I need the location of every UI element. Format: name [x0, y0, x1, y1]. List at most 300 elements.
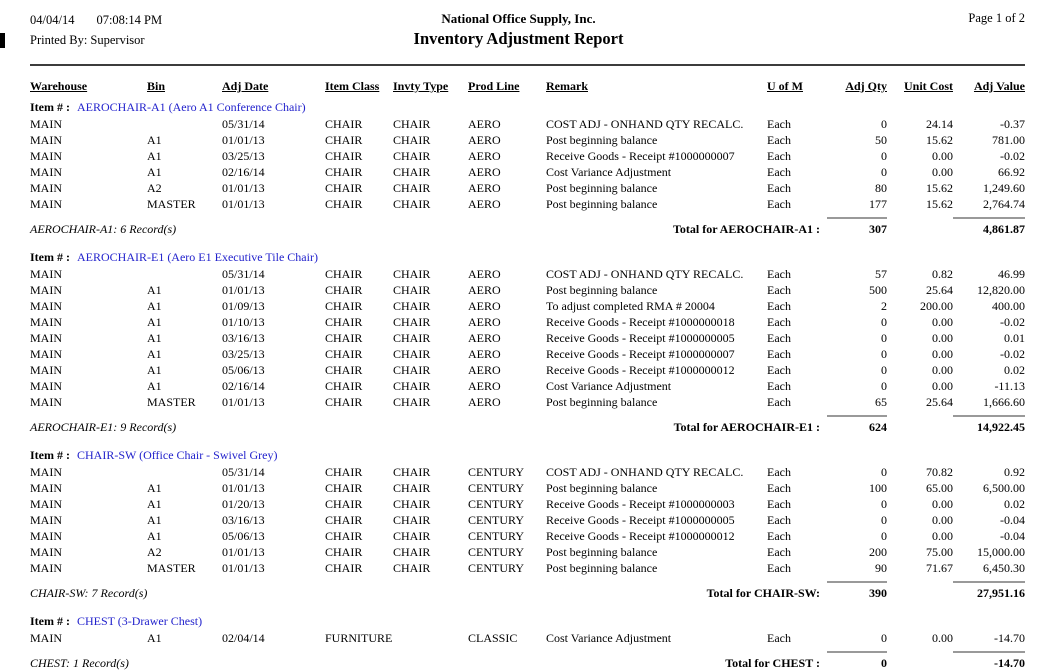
cell-invty-type: CHAIR	[393, 363, 431, 377]
item-group-header	[0, 447, 1037, 464]
cell-unit-cost: 0.00	[932, 631, 953, 645]
item-group	[0, 99, 1037, 237]
cell-item-class: CHAIR	[325, 133, 363, 147]
cell-item-class: CHAIR	[325, 181, 363, 195]
cell-prod-line: CENTURY	[468, 481, 525, 495]
cell-adj-date: 02/04/14	[222, 631, 265, 645]
company-name: National Office Supply, Inc.	[441, 11, 596, 26]
cell-warehouse: MAIN	[30, 513, 62, 527]
cell-adj-qty: 0	[881, 529, 887, 543]
cell-warehouse: MAIN	[30, 347, 62, 361]
cell-adj-value: -0.37	[1000, 117, 1025, 131]
cell-remark: Post beginning balance	[546, 181, 658, 195]
cell-adj-value: 46.99	[998, 267, 1025, 281]
cell-uofm: Each	[767, 529, 791, 543]
cell-remark: COST ADJ - ONHAND QTY RECALC.	[546, 465, 744, 479]
cell-item-class: FURNITURE	[325, 631, 393, 645]
cell-adj-qty: 0	[881, 497, 887, 511]
cell-bin	[147, 116, 222, 132]
total-qty: 624	[827, 415, 887, 435]
table-row	[0, 630, 1037, 646]
cell-remark: Post beginning balance	[546, 545, 658, 559]
cell-warehouse: MAIN	[30, 465, 62, 479]
cell-uofm: Each	[767, 267, 791, 281]
cell-adj-date: 02/16/14	[222, 379, 265, 393]
total-label: Total for CHEST :	[725, 656, 820, 670]
table-row	[0, 282, 1037, 298]
cell-uofm: Each	[767, 197, 791, 211]
cell-warehouse: MAIN	[30, 315, 62, 329]
cell-invty-type: CHAIR	[393, 465, 431, 479]
cell-adj-date: 01/01/13	[222, 561, 265, 575]
cell-warehouse: MAIN	[30, 561, 62, 575]
cell-adj-value: 12,820.00	[977, 283, 1025, 297]
cell-warehouse: MAIN	[30, 481, 62, 495]
cell-item-class: CHAIR	[325, 315, 363, 329]
cell-warehouse: MAIN	[30, 197, 62, 211]
cell-adj-qty: 0	[881, 465, 887, 479]
cell-prod-line: CLASSIC	[468, 631, 518, 645]
table-row	[0, 528, 1037, 544]
cell-bin: A1	[147, 149, 162, 163]
group-total-row	[0, 415, 1037, 435]
cell-adj-value: 0.92	[1004, 465, 1025, 479]
column-header-row	[0, 78, 1037, 94]
cell-warehouse: MAIN	[30, 267, 62, 281]
record-count: CHAIR-SW: 7 Record(s)	[30, 586, 148, 600]
cell-bin: A1	[147, 513, 162, 527]
cell-prod-line: AERO	[468, 347, 501, 361]
cell-bin: A1	[147, 363, 162, 377]
table-row	[0, 330, 1037, 346]
col-header-unit-cost: Unit Cost	[903, 79, 953, 93]
cell-adj-date: 05/06/13	[222, 363, 265, 377]
cell-remark: Receive Goods - Receipt #1000000007	[546, 347, 735, 361]
cell-adj-value: -11.13	[994, 379, 1025, 393]
total-value: -14.70	[953, 651, 1025, 671]
table-row	[0, 196, 1037, 212]
table-row	[0, 512, 1037, 528]
cell-item-class: CHAIR	[325, 379, 363, 393]
cell-invty-type: CHAIR	[393, 283, 431, 297]
total-qty: 0	[827, 651, 887, 671]
cell-uofm: Each	[767, 165, 791, 179]
cell-prod-line: AERO	[468, 299, 501, 313]
cell-remark: COST ADJ - ONHAND QTY RECALC.	[546, 117, 744, 131]
table-row	[0, 298, 1037, 314]
cell-item-class: CHAIR	[325, 465, 363, 479]
cell-warehouse: MAIN	[30, 363, 62, 377]
item-number-label: Item # :	[30, 250, 70, 264]
table-row	[0, 148, 1037, 164]
total-value: 27,951.16	[953, 581, 1025, 601]
cell-prod-line: AERO	[468, 149, 501, 163]
cell-unit-cost: 15.62	[926, 181, 953, 195]
cell-adj-date: 01/20/13	[222, 497, 265, 511]
cell-bin: A1	[147, 379, 162, 393]
cell-adj-qty: 500	[869, 283, 887, 297]
cell-prod-line: CENTURY	[468, 465, 525, 479]
cell-adj-qty: 0	[881, 117, 887, 131]
table-row	[0, 180, 1037, 196]
cell-unit-cost: 75.00	[926, 545, 953, 559]
total-value: 4,861.87	[953, 217, 1025, 237]
col-header-uofm: U of M	[767, 79, 803, 93]
cell-adj-qty: 0	[881, 149, 887, 163]
cell-bin: A2	[147, 181, 162, 195]
cell-remark: Receive Goods - Receipt #1000000003	[546, 497, 735, 511]
cell-remark: Receive Goods - Receipt #1000000005	[546, 331, 735, 345]
col-header-item-class: Item Class	[325, 79, 380, 93]
cell-unit-cost: 25.64	[926, 395, 953, 409]
cell-prod-line: CENTURY	[468, 497, 525, 511]
item-group-header	[0, 249, 1037, 266]
group-total-row	[0, 581, 1037, 601]
col-header-invty-type: Invty Type	[393, 79, 449, 93]
cell-remark: Post beginning balance	[546, 133, 658, 147]
cell-remark: Receive Goods - Receipt #1000000012	[546, 363, 735, 377]
cell-invty-type: CHAIR	[393, 165, 431, 179]
cell-adj-date: 03/16/13	[222, 331, 265, 345]
cell-prod-line: AERO	[468, 267, 501, 281]
cell-invty-type: CHAIR	[393, 133, 431, 147]
cell-unit-cost: 0.00	[932, 363, 953, 377]
cell-unit-cost: 200.00	[920, 299, 953, 313]
table-row	[0, 362, 1037, 378]
cell-adj-date: 01/01/13	[222, 133, 265, 147]
table-row	[0, 480, 1037, 496]
cell-prod-line: AERO	[468, 133, 501, 147]
cell-bin: A1	[147, 133, 162, 147]
cell-bin: MASTER	[147, 197, 196, 211]
cell-invty-type: CHAIR	[393, 379, 431, 393]
cell-item-class: CHAIR	[325, 395, 363, 409]
cell-adj-qty: 90	[875, 561, 887, 575]
cell-uofm: Each	[767, 299, 791, 313]
cell-adj-qty: 0	[881, 631, 887, 645]
cell-unit-cost: 15.62	[926, 133, 953, 147]
cell-adj-date: 05/06/13	[222, 529, 265, 543]
cell-bin: A1	[147, 497, 162, 511]
item-link[interactable]: AEROCHAIR-E1 (Aero E1 Executive Tile Chair)	[76, 250, 318, 264]
cell-unit-cost: 0.00	[932, 513, 953, 527]
header-center	[0, 10, 1037, 50]
cell-item-class: CHAIR	[325, 513, 363, 527]
cell-adj-value: 400.00	[992, 299, 1025, 313]
cell-adj-value: 0.02	[1004, 497, 1025, 511]
col-header-adj-qty: Adj Qty	[845, 79, 887, 93]
cell-prod-line: CENTURY	[468, 545, 525, 559]
cell-bin: A1	[147, 299, 162, 313]
cell-adj-qty: 0	[881, 363, 887, 377]
cell-prod-line: AERO	[468, 315, 501, 329]
cell-adj-value: 66.92	[998, 165, 1025, 179]
cell-adj-value: -0.02	[1000, 347, 1025, 361]
cell-uofm: Each	[767, 545, 791, 559]
cell-uofm: Each	[767, 283, 791, 297]
cell-uofm: Each	[767, 315, 791, 329]
cell-warehouse: MAIN	[30, 497, 62, 511]
cell-unit-cost: 0.00	[932, 331, 953, 345]
cell-warehouse: MAIN	[30, 331, 62, 345]
cell-invty-type: CHAIR	[393, 267, 431, 281]
total-value: 14,922.45	[953, 415, 1025, 435]
cell-adj-date: 01/01/13	[222, 481, 265, 495]
cell-adj-date: 05/31/14	[222, 267, 265, 281]
cell-unit-cost: 0.00	[932, 315, 953, 329]
cell-adj-qty: 100	[869, 481, 887, 495]
cell-adj-value: 781.00	[992, 133, 1025, 147]
item-group	[0, 249, 1037, 435]
cell-invty-type: CHAIR	[393, 497, 431, 511]
col-header-bin: Bin	[147, 79, 166, 93]
printed-by-value: Supervisor	[90, 33, 145, 47]
cell-bin: A1	[147, 529, 162, 543]
cell-unit-cost: 0.82	[932, 267, 953, 281]
cell-unit-cost: 0.00	[932, 165, 953, 179]
cell-warehouse: MAIN	[30, 133, 62, 147]
cell-uofm: Each	[767, 379, 791, 393]
cell-uofm: Each	[767, 331, 791, 345]
cell-uofm: Each	[767, 513, 791, 527]
cell-invty-type: CHAIR	[393, 513, 431, 527]
cell-item-class: CHAIR	[325, 165, 363, 179]
item-group	[0, 447, 1037, 601]
cell-adj-date: 01/01/13	[222, 181, 265, 195]
cell-adj-value: -0.02	[1000, 315, 1025, 329]
cell-adj-qty: 0	[881, 379, 887, 393]
cell-uofm: Each	[767, 149, 791, 163]
cell-adj-qty: 2	[881, 299, 887, 313]
cell-invty-type: CHAIR	[393, 347, 431, 361]
cell-prod-line: AERO	[468, 379, 501, 393]
cell-remark: Post beginning balance	[546, 283, 658, 297]
cell-remark: Cost Variance Adjustment	[546, 631, 672, 645]
cell-adj-value: 6,450.30	[983, 561, 1025, 575]
table-row	[0, 560, 1037, 576]
cell-item-class: CHAIR	[325, 149, 363, 163]
cell-adj-date: 01/01/13	[222, 545, 265, 559]
cell-adj-date: 05/31/14	[222, 465, 265, 479]
cell-bin: MASTER	[147, 561, 196, 575]
group-total-row	[0, 651, 1037, 671]
cell-invty-type: CHAIR	[393, 197, 431, 211]
cell-bin	[147, 464, 222, 480]
cell-invty-type: CHAIR	[393, 481, 431, 495]
cell-warehouse: MAIN	[30, 165, 62, 179]
cell-adj-qty: 65	[875, 395, 887, 409]
cell-prod-line: AERO	[468, 181, 501, 195]
cell-uofm: Each	[767, 117, 791, 131]
cell-invty-type: CHAIR	[393, 299, 431, 313]
report-body	[0, 99, 1037, 671]
cell-adj-qty: 0	[881, 331, 887, 345]
cell-warehouse: MAIN	[30, 117, 62, 131]
cell-warehouse: MAIN	[30, 283, 62, 297]
report-header	[0, 0, 1037, 62]
total-qty: 390	[827, 581, 887, 601]
cell-remark: Cost Variance Adjustment	[546, 165, 672, 179]
cell-unit-cost: 0.00	[932, 149, 953, 163]
cell-warehouse: MAIN	[30, 299, 62, 313]
cell-remark: Post beginning balance	[546, 561, 658, 575]
cell-remark: To adjust completed RMA # 20004	[546, 299, 715, 313]
cell-invty-type: CHAIR	[393, 395, 431, 409]
cell-adj-value: 6,500.00	[983, 481, 1025, 495]
cell-adj-qty: 0	[881, 165, 887, 179]
cell-invty-type: CHAIR	[393, 315, 431, 329]
item-group	[0, 613, 1037, 671]
total-label: Total for AEROCHAIR-E1 :	[673, 420, 820, 434]
item-number-label: Item # :	[30, 614, 70, 628]
cell-prod-line: CENTURY	[468, 529, 525, 543]
cell-warehouse: MAIN	[30, 395, 62, 409]
cell-invty-type	[393, 630, 468, 646]
cell-item-class: CHAIR	[325, 197, 363, 211]
table-row	[0, 496, 1037, 512]
cell-invty-type: CHAIR	[393, 149, 431, 163]
cell-uofm: Each	[767, 363, 791, 377]
cell-uofm: Each	[767, 561, 791, 575]
cell-adj-qty: 80	[875, 181, 887, 195]
table-row	[0, 164, 1037, 180]
cell-adj-qty: 50	[875, 133, 887, 147]
cell-prod-line: AERO	[468, 331, 501, 345]
table-row	[0, 464, 1037, 480]
cell-adj-value: -0.02	[1000, 149, 1025, 163]
record-count: AEROCHAIR-E1: 9 Record(s)	[30, 420, 177, 434]
col-header-adj-date: Adj Date	[222, 79, 269, 93]
cell-adj-qty: 200	[869, 545, 887, 559]
cell-adj-qty: 177	[869, 197, 887, 211]
cell-item-class: CHAIR	[325, 481, 363, 495]
cell-item-class: CHAIR	[325, 561, 363, 575]
cell-prod-line: AERO	[468, 363, 501, 377]
table-row	[0, 132, 1037, 148]
cell-bin: A1	[147, 165, 162, 179]
table-row	[0, 314, 1037, 330]
cell-warehouse: MAIN	[30, 631, 62, 645]
cell-adj-value: 1,666.60	[983, 395, 1025, 409]
cell-prod-line: AERO	[468, 117, 501, 131]
item-group-header	[0, 613, 1037, 630]
cell-remark: Receive Goods - Receipt #1000000012	[546, 529, 735, 543]
table-row	[0, 378, 1037, 394]
cell-bin: A2	[147, 545, 162, 559]
cell-adj-date: 05/31/14	[222, 117, 265, 131]
cell-warehouse: MAIN	[30, 379, 62, 393]
group-total-row	[0, 217, 1037, 237]
item-link[interactable]: AEROCHAIR-A1 (Aero A1 Conference Chair)	[76, 100, 306, 114]
cell-invty-type: CHAIR	[393, 561, 431, 575]
cell-adj-value: 0.02	[1004, 363, 1025, 377]
cell-prod-line: AERO	[468, 395, 501, 409]
cell-adj-qty: 57	[875, 267, 887, 281]
cell-prod-line: AERO	[468, 165, 501, 179]
cell-invty-type: CHAIR	[393, 117, 431, 131]
cell-remark: COST ADJ - ONHAND QTY RECALC.	[546, 267, 744, 281]
cell-unit-cost: 24.14	[926, 117, 953, 131]
header-divider	[30, 64, 1025, 66]
item-link[interactable]: CHEST (3-Drawer Chest)	[76, 614, 203, 628]
cell-bin: A1	[147, 631, 162, 645]
total-label: Total for CHAIR-SW:	[706, 586, 820, 600]
cell-adj-date: 01/10/13	[222, 315, 265, 329]
table-row	[0, 116, 1037, 132]
cell-item-class: CHAIR	[325, 283, 363, 297]
cell-adj-date: 01/01/13	[222, 197, 265, 211]
cell-item-class: CHAIR	[325, 497, 363, 511]
cell-unit-cost: 15.62	[926, 197, 953, 211]
print-date: 04/04/14	[30, 13, 75, 27]
cell-remark: Receive Goods - Receipt #1000000018	[546, 315, 735, 329]
record-count: CHEST: 1 Record(s)	[30, 656, 129, 670]
table-row	[0, 346, 1037, 362]
item-link[interactable]: CHAIR-SW (Office Chair - Swivel Grey)	[76, 448, 278, 462]
cell-uofm: Each	[767, 481, 791, 495]
report-title: Inventory Adjustment Report	[413, 29, 624, 48]
cell-unit-cost: 0.00	[932, 379, 953, 393]
cell-uofm: Each	[767, 133, 791, 147]
cell-remark: Receive Goods - Receipt #1000000007	[546, 149, 735, 163]
cell-adj-value: 2,764.74	[983, 197, 1025, 211]
cell-warehouse: MAIN	[30, 181, 62, 195]
cell-warehouse: MAIN	[30, 529, 62, 543]
col-header-remark: Remark	[546, 79, 588, 93]
cell-bin: A1	[147, 283, 162, 297]
cell-item-class: CHAIR	[325, 267, 363, 281]
table-row	[0, 266, 1037, 282]
cell-remark: Post beginning balance	[546, 395, 658, 409]
cell-bin: MASTER	[147, 395, 196, 409]
item-number-label: Item # :	[30, 100, 70, 114]
page-indicator: Page 1 of 2	[968, 11, 1025, 25]
item-number-label: Item # :	[30, 448, 70, 462]
cell-uofm: Each	[767, 497, 791, 511]
cell-uofm: Each	[767, 465, 791, 479]
cell-prod-line: AERO	[468, 197, 501, 211]
cell-remark: Post beginning balance	[546, 481, 658, 495]
cell-invty-type: CHAIR	[393, 529, 431, 543]
item-group-header	[0, 99, 1037, 116]
cell-adj-value: -0.04	[1000, 513, 1025, 527]
cell-unit-cost: 65.00	[926, 481, 953, 495]
col-header-prod-line: Prod Line	[468, 79, 520, 93]
cell-prod-line: CENTURY	[468, 561, 525, 575]
cell-invty-type: CHAIR	[393, 181, 431, 195]
cell-adj-date: 02/16/14	[222, 165, 265, 179]
cell-uofm: Each	[767, 347, 791, 361]
cell-invty-type: CHAIR	[393, 331, 431, 345]
cell-bin: A1	[147, 331, 162, 345]
cell-unit-cost: 25.64	[926, 283, 953, 297]
cell-bin: A1	[147, 347, 162, 361]
cell-adj-value: -0.04	[1000, 529, 1025, 543]
cell-item-class: CHAIR	[325, 529, 363, 543]
cell-unit-cost: 70.82	[926, 465, 953, 479]
cell-uofm: Each	[767, 631, 791, 645]
cell-remark: Receive Goods - Receipt #1000000005	[546, 513, 735, 527]
table-row	[0, 544, 1037, 560]
cell-adj-date: 01/01/13	[222, 283, 265, 297]
cell-unit-cost: 0.00	[932, 497, 953, 511]
cell-adj-value: 1,249.60	[983, 181, 1025, 195]
cell-adj-qty: 0	[881, 347, 887, 361]
cell-adj-date: 03/16/13	[222, 513, 265, 527]
cell-item-class: CHAIR	[325, 117, 363, 131]
printed-by-label: Printed By:	[30, 33, 88, 47]
cell-prod-line: AERO	[468, 283, 501, 297]
